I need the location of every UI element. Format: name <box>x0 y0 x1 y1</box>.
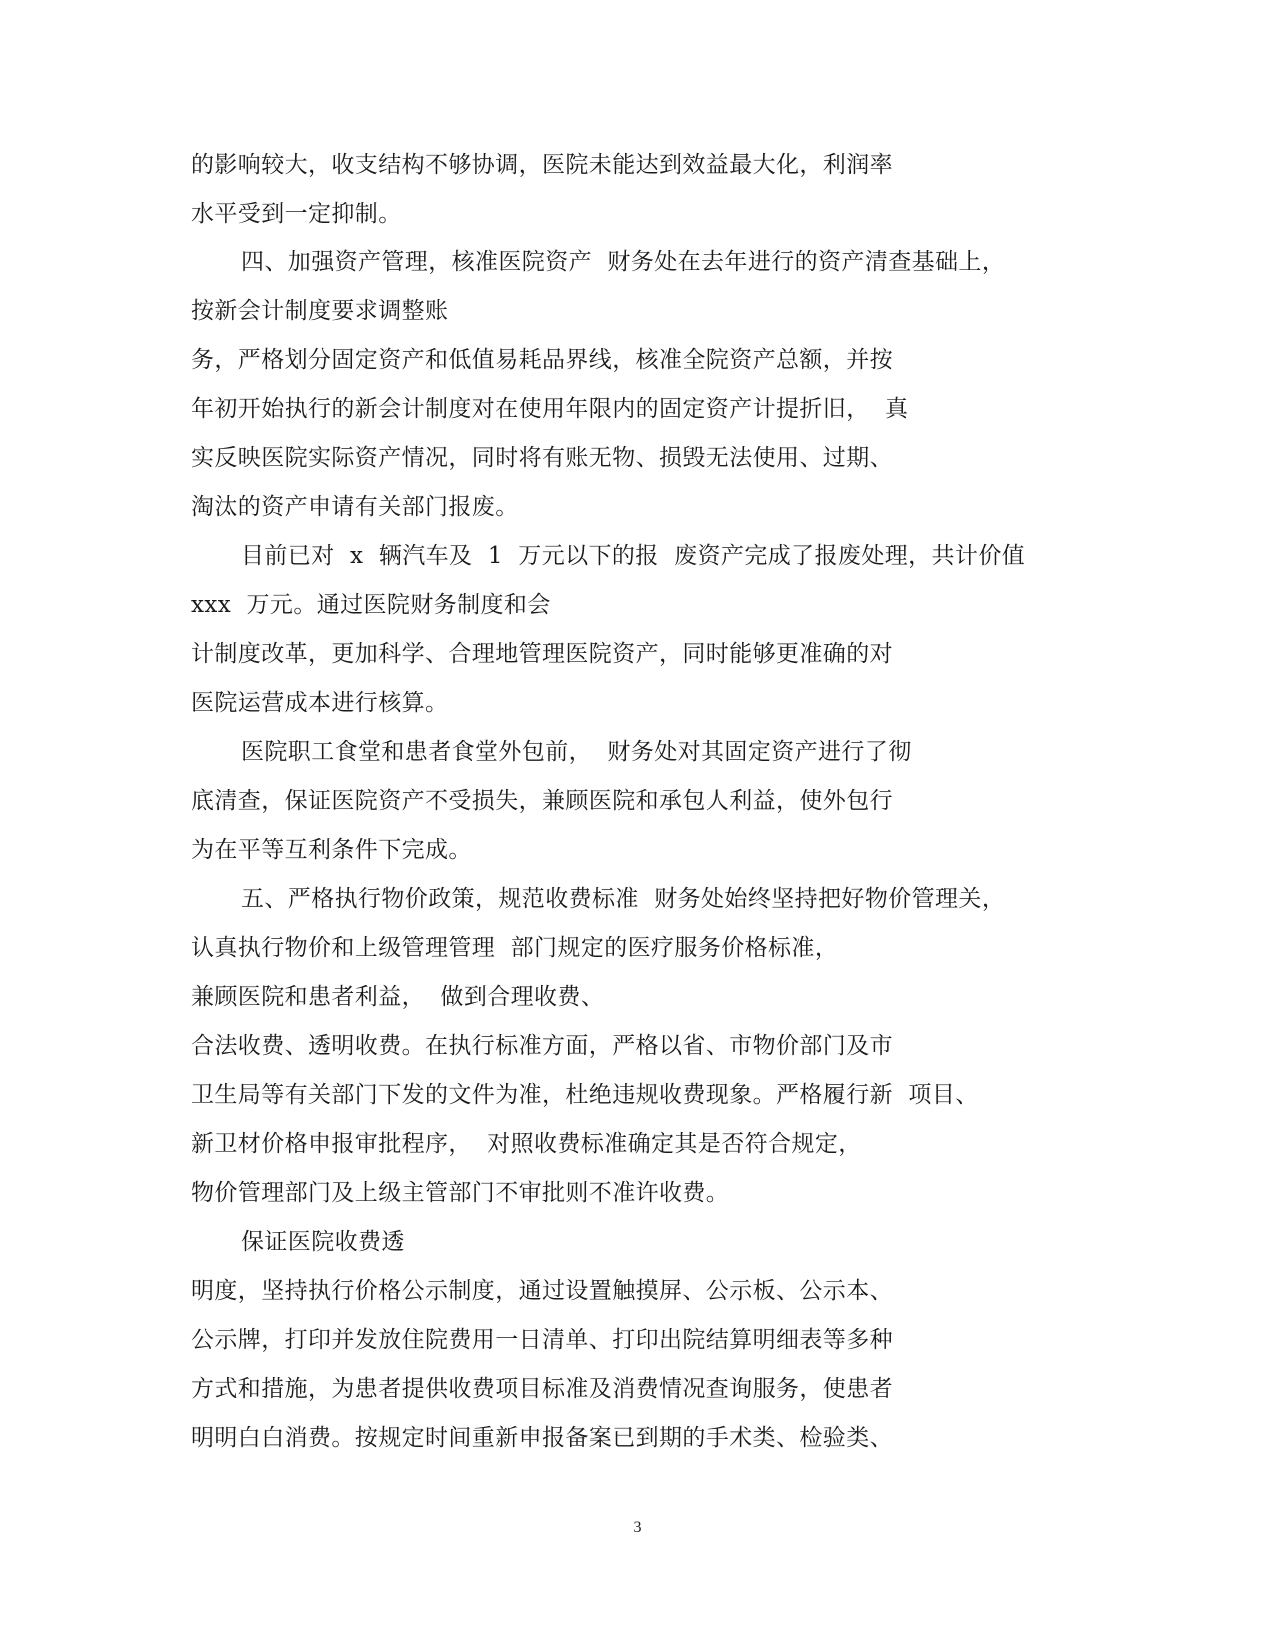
text-line: 明度，坚持执行价格公示制度，通过设置触摸屏、公示板、公示本、 <box>191 1278 893 1304</box>
text-line: 合法收费、透明收费。在执行标准方面，严格以省、市物价部门及市 <box>191 1033 893 1059</box>
text-line: 认真执行物价和上级管理管理 部门规定的医疗服务价格标准， <box>191 935 839 961</box>
text-line: xxx 万元。通过医院财务制度和会 <box>191 592 551 618</box>
text-line: 按新会计制度要求调整账 <box>191 298 449 324</box>
text-line: 的影响较大，收支结构不够协调，医院未能达到效益最大化，利润率 <box>191 152 893 178</box>
text-line: 兼顾医院和患者利益， 做到合理收费、 <box>191 984 605 1010</box>
page-number: 3 <box>633 1519 642 1536</box>
paragraph-start-line: 五、严格执行物价政策，规范收费标准 财务处始终坚持把好物价管理关， <box>241 886 1006 912</box>
text-line: 年初开始执行的新会计制度对在使用年限内的固定资产计提折旧， 真 <box>191 396 909 422</box>
paragraph-start-line: 四、加强资产管理，核准医院资产 财务处在去年进行的资产清查基础上， <box>241 249 1006 275</box>
text-line: 物价管理部门及上级主管部门不审批则不准许收费。 <box>191 1180 730 1206</box>
text-line: 计制度改革，更加科学、合理地管理医院资产，同时能够更准确的对 <box>191 641 893 667</box>
paragraph-start-line: 医院职工食堂和患者食堂外包前， 财务处对其固定资产进行了彻 <box>241 739 912 765</box>
text-line: 方式和措施，为患者提供收费项目标准及消费情况查询服务，使患者 <box>191 1376 893 1402</box>
text-line: 医院运营成本进行核算。 <box>191 690 449 716</box>
text-line: 水平受到一定抑制。 <box>191 201 402 227</box>
text-line: 淘汰的资产申请有关部门报废。 <box>191 494 519 520</box>
text-line: 实反映医院实际资产情况，同时将有账无物、损毁无法使用、过期、 <box>191 445 893 471</box>
text-line: 卫生局等有关部门下发的文件为准，杜绝违规收费现象。严格履行新 项目、 <box>191 1082 979 1108</box>
paragraph-start-line: 目前已对 x 辆汽车及 1 万元以下的报 废资产完成了报废处理，共计价值 <box>241 543 1026 569</box>
text-line: 公示牌，打印并发放住院费用一日清单、打印出院结算明细表等多种 <box>191 1327 893 1353</box>
text-line: 为在平等互利条件下完成。 <box>191 837 472 863</box>
text-line: 底清查，保证医院资产不受损失，兼顾医院和承包人利益，使外包行 <box>191 788 893 814</box>
paragraph-start-line: 保证医院收费透 <box>241 1229 405 1255</box>
text-line: 明明白白消费。按规定时间重新申报备案已到期的手术类、检验类、 <box>191 1425 893 1451</box>
text-line: 务，严格划分固定资产和低值易耗品界线，核准全院资产总额，并按 <box>191 347 893 373</box>
text-line: 新卫材价格申报审批程序， 对照收费标准确定其是否符合规定， <box>191 1131 862 1157</box>
